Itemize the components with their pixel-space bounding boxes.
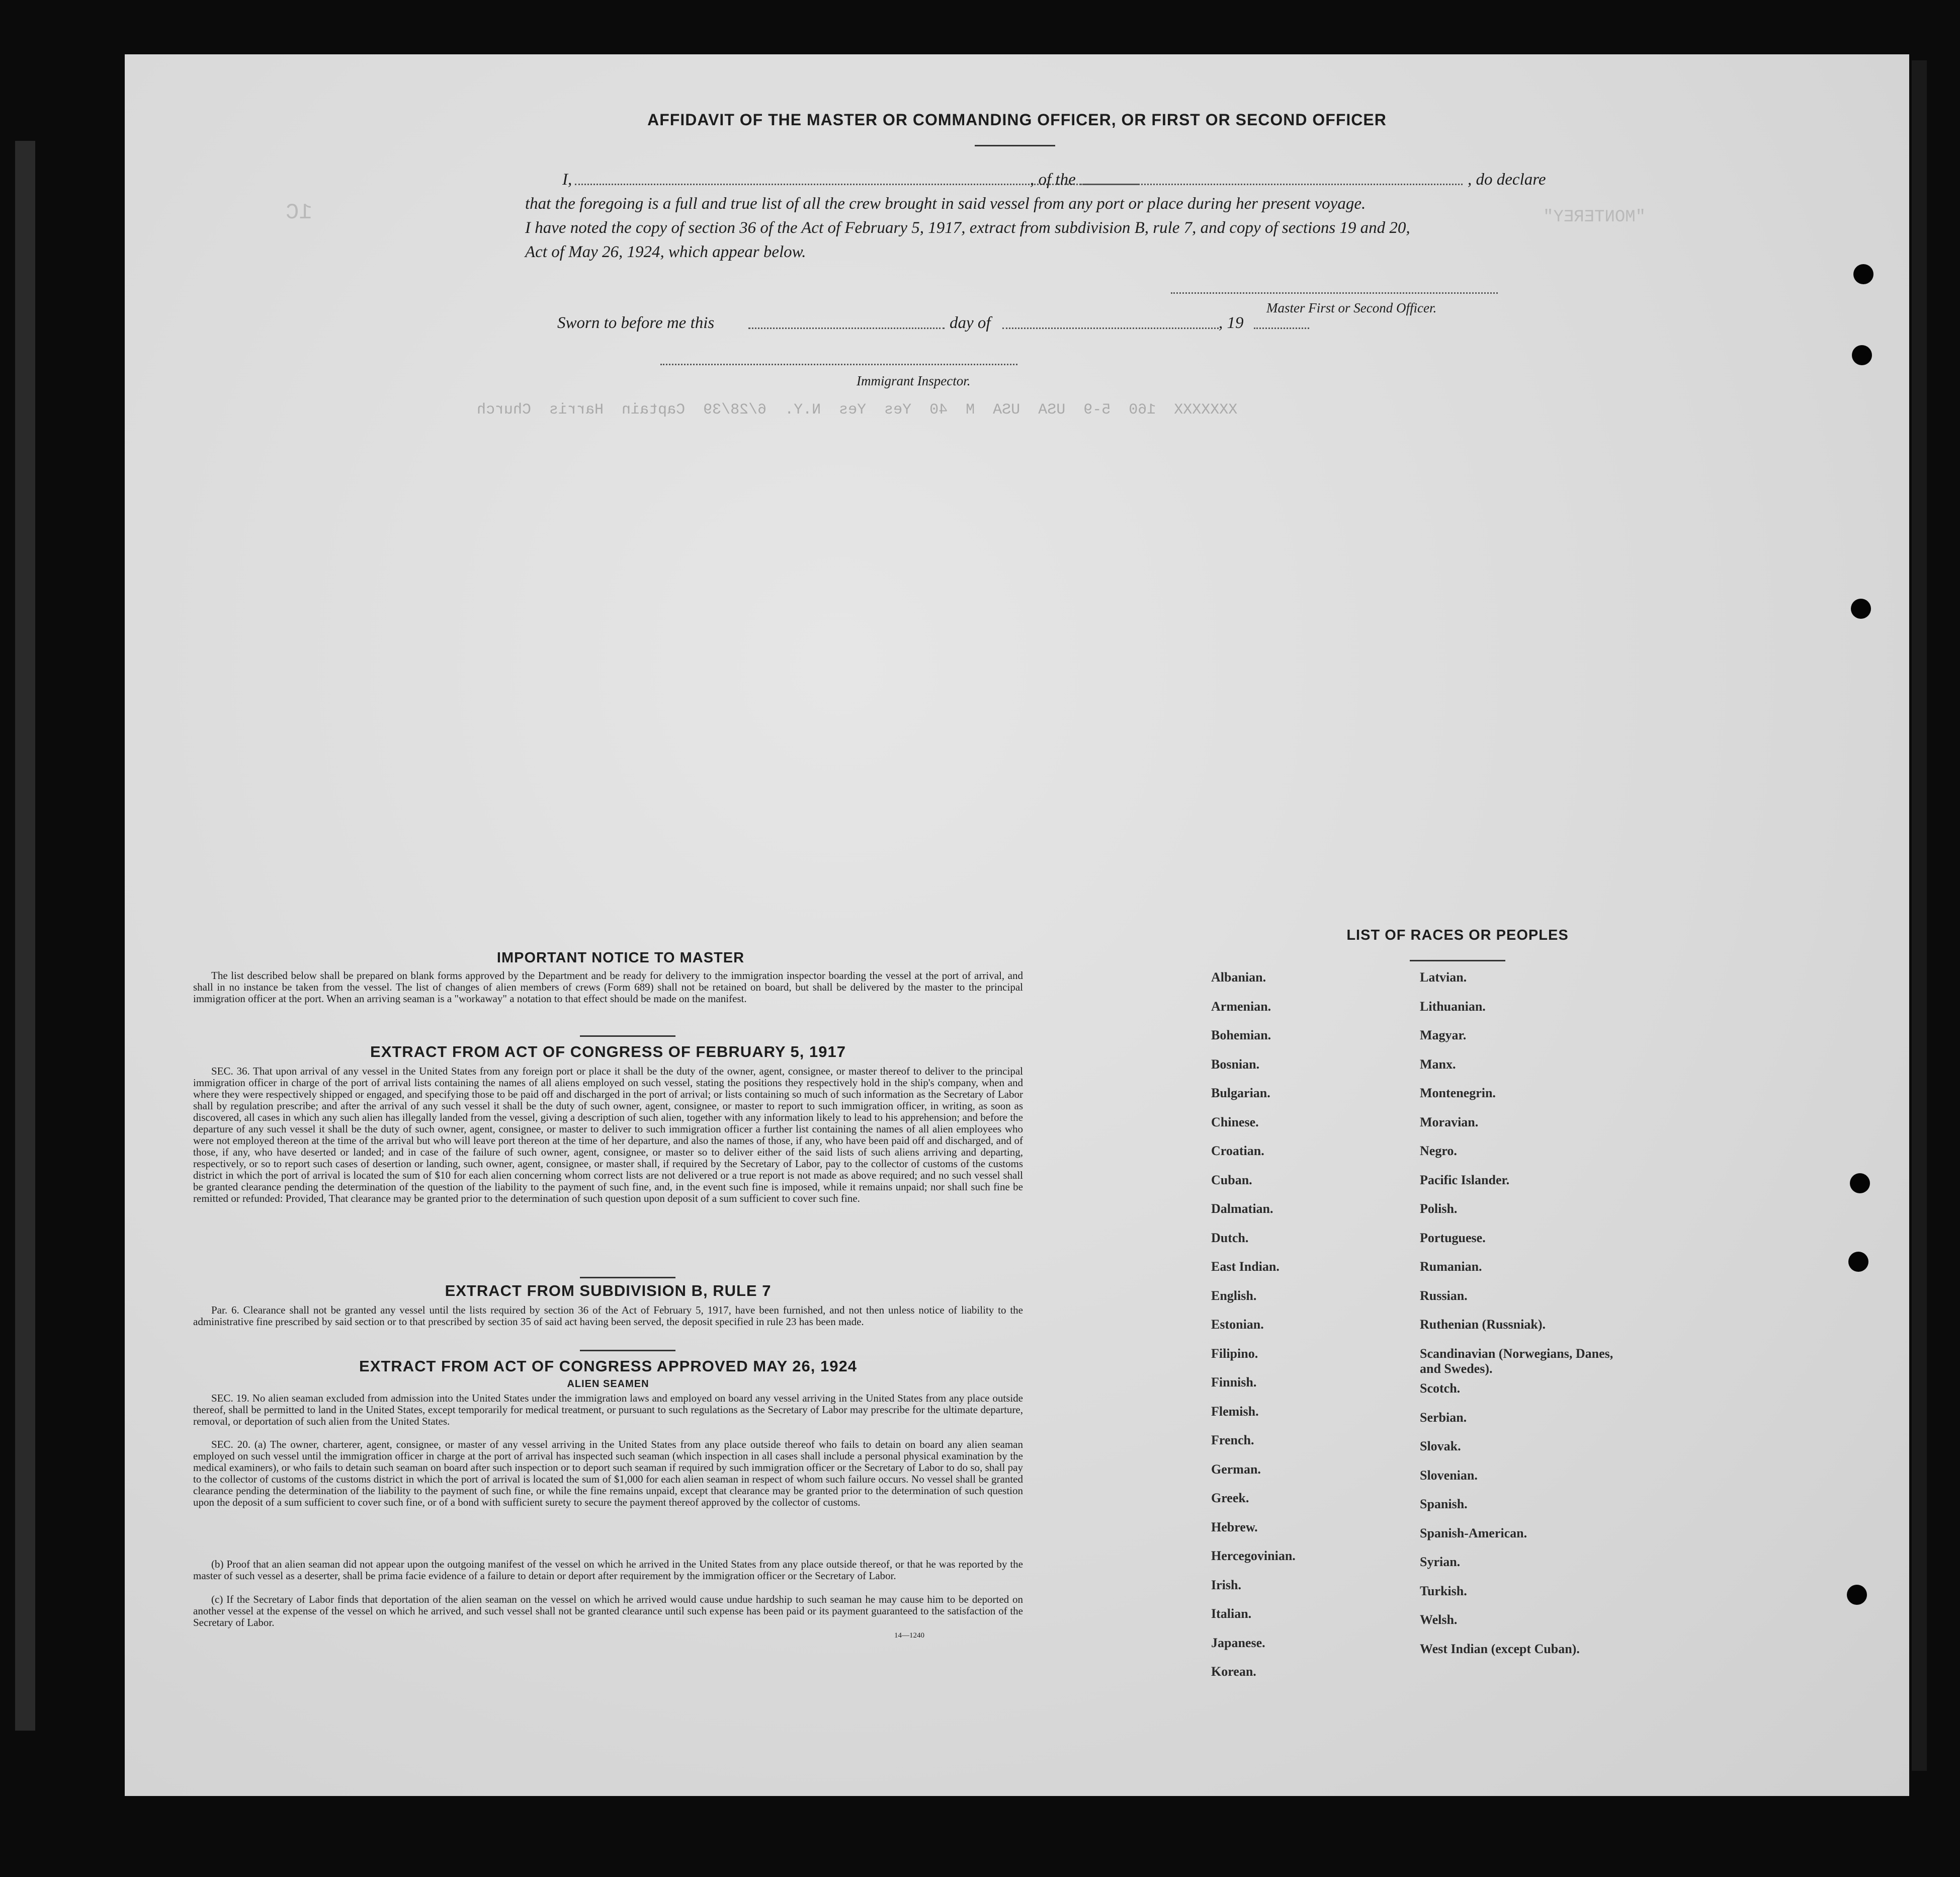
- sec-20c-body: (c) If the Secretary of Labor finds that deportation of the alien seaman on the vessel on which he arrived would cause undue hardship to such seaman he may cause him to be deported on another vessel at the expense of the vessel on which he arrived, and such vessel shall not be granted clearance until such expense has been paid or its payment guaranteed to the satisfaction of the Secretary of Labor.: [193, 1593, 1023, 1628]
- race-item: Flemish.: [1211, 1404, 1259, 1419]
- race-item: Estonian.: [1211, 1317, 1264, 1332]
- race-item: Dalmatian.: [1211, 1201, 1273, 1216]
- punch-hole: [1853, 264, 1873, 284]
- race-item: Spanish.: [1420, 1497, 1468, 1511]
- sworn-label: Sworn to before me this: [557, 314, 715, 332]
- race-item: Italian.: [1211, 1606, 1252, 1621]
- master-signature-caption: Master First or Second Officer.: [1266, 300, 1437, 315]
- subdivision-title: EXTRACT FROM SUBDIVISION B, RULE 7: [445, 1282, 772, 1299]
- race-item: Scandinavian (Norwegians, Danes, and Swedes).: [1420, 1346, 1613, 1376]
- notice-title: IMPORTANT NOTICE TO MASTER: [496, 950, 745, 966]
- sworn-day-line: [748, 328, 945, 329]
- extract-1917-rule: [580, 1277, 675, 1278]
- master-signature-line: [1171, 292, 1498, 294]
- punch-hole: [1850, 1173, 1870, 1193]
- race-item: Spanish-American.: [1420, 1525, 1527, 1540]
- year-label: , 19: [1219, 314, 1244, 332]
- punch-hole: [1848, 1252, 1868, 1272]
- punch-hole: [1851, 599, 1871, 619]
- document-page: [125, 54, 1909, 1796]
- race-item: Bohemian.: [1211, 1028, 1271, 1042]
- race-item: East Indian.: [1211, 1259, 1280, 1274]
- race-item: Lithuanian.: [1420, 999, 1486, 1014]
- race-item: Armenian.: [1211, 999, 1271, 1014]
- race-item: English.: [1211, 1288, 1257, 1303]
- race-item: Turkish.: [1420, 1583, 1467, 1598]
- race-item: Hercegovinian.: [1211, 1548, 1296, 1563]
- sec-19-body: SEC. 19. No alien seaman excluded from admission into the United States under the immigration laws and employed on board any vessel arriving in the United States from any place outside thereof, shall be permitted to land in the United States, except temporarily for medical treatment, or pursuant to such regulations as the Secretary of Labor may prescribe for the ultimate departure, removal, or deportation of such alien from the United States.: [193, 1392, 1023, 1427]
- race-item: Polish.: [1420, 1201, 1458, 1216]
- race-item: Bulgarian.: [1211, 1086, 1270, 1100]
- punch-hole: [1847, 1585, 1867, 1605]
- race-item: Serbian.: [1420, 1410, 1467, 1425]
- race-item: Slovak.: [1420, 1439, 1461, 1453]
- punch-hole: [1852, 345, 1872, 365]
- affidavit-title: AFFIDAVIT OF THE MASTER OR COMMANDING OFFICER, OR FIRST OR SECOND OFFICER: [647, 111, 1387, 129]
- title-rule: [975, 145, 1055, 146]
- race-item: Hebrew.: [1211, 1519, 1258, 1534]
- race-item: Scotch.: [1420, 1381, 1461, 1396]
- notice-body: The list described below shall be prepared on blank forms approved by the Department and be ready for delivery to the immigration inspector boarding the vessel at the port of arrival, and shall in no instance be taken from the vessel. The list of changes of alien members of crews (Form 689) shall not be retained on board, but shall be delivered by the master to the principal immigration officer at the port. When an arriving seaman is a "workaway" a notation to that effect should be made on the manifest.: [193, 969, 1023, 1005]
- affidavit-line-2: that the foregoing is a full and true list of all the crew brought in said vessel from any port or place during her present voyage.: [525, 195, 1366, 213]
- affidavit-line-3: I have noted the copy of section 36 of the Act of February 5, 1917, extract from subdivision B, rule 7, and copy of sections 19 and 20,: [525, 219, 1410, 237]
- race-item: Greek.: [1211, 1491, 1249, 1505]
- affidavit-declare: , do declare: [1468, 171, 1546, 189]
- form-number: 14—1240: [894, 1631, 924, 1640]
- alien-seamen-subtitle: ALIEN SEAMEN: [567, 1378, 649, 1390]
- month-line: [1002, 328, 1219, 329]
- affidavit-line-4: Act of May 26, 1924, which appear below.: [525, 243, 806, 261]
- scan-border-right: [1912, 60, 1927, 1771]
- race-item: Finnish.: [1211, 1375, 1257, 1390]
- bleed-vessel-name: "MONTEREY": [1543, 208, 1646, 227]
- race-item: Syrian.: [1420, 1555, 1461, 1569]
- race-item: Filipino.: [1211, 1346, 1258, 1361]
- subdivision-body: Par. 6. Clearance shall not be granted any vessel until the lists required by section 36 of the Act of February 5, 1917, have been furnished, and not then unless notice of liability to the administrative fine prescribed by said section or to that prescribed by section 35 of said act having been served, the deposit specified in rule 23 has been made.: [193, 1304, 1023, 1328]
- day-of-label: day of: [950, 314, 991, 332]
- extract-1917-body: SEC. 36. That upon arrival of any vessel in the United States from any foreign port or place it shall be the duty of the owner, agent, consignee, or master thereof to deliver to the principal immigration officer in charge of the port of arrival lists containing the names of all aliens employed on such vessel, stating the positions they respectively hold in the ship's company, when and where they were respectively shipped or engaged, and specifying those to be paid off and discharged in the port of arrival; or lists containing so much of such information as the Secretary of Labor shall by regulation prescribe; and after the arrival of any such vessel it shall be the duty of such owner, agent, consignee, or master to report to such immigration officer, in writing, as soon as discovered, all cases in which any such alien has illegally landed from the vessel, giving a description of such alien, together with any information likely to lead to his apprehension; and before the departure of any such vessel it shall be the duty of such owner, agent, consignee, or master to deliver to such immigration officer a further list containing the names of all alien employees who were not employed thereon at the time of the arrival but who will leave port thereon at the time of her departure, and also the names of those, if any, who have been paid off and discharged, and of those, if any, who have deserted or landed; and in case of the failure of such owner, agent, consignee, or master so to deliver either of the said lists of such aliens arriving and departing, respectively, or so to report such cases of desertion or landing, such owner, agent, consignee, or master shall, if required by the Secretary of Labor, pay to the collector of customs of the customs district in which the port of arrival is located the sum of $10 for each alien concerning whom correct lists are not delivered or a true report is not made as above required; and no such vessel shall be granted clearance pending the determination of the question of the liability to the payment of such fine, and, in the event such fine is imposed, while it remains unpaid; nor shall such fine be remitted or refunded: Provided, That clearance may be granted prior to the determination of such question upon deposit of a sum sufficient to cover such fine.: [193, 1065, 1023, 1204]
- race-item: Slovenian.: [1420, 1467, 1478, 1483]
- extract-1924-title: EXTRACT FROM ACT OF CONGRESS APPROVED MAY 26, 1924: [359, 1357, 857, 1375]
- sec-20a-body: SEC. 20. (a) The owner, charterer, agent, consignee, or master of any vessel arriving in the United States from any place outside thereof who fails to detain on board any alien seaman employed on such vessel until the immigration officer in charge at the port of arrival has inspected such seaman (which inspection in all cases shall include a personal physical examination by the medical examiners), or who fails to detain such seaman on board after such inspection or to deport such seaman if required by such immigration officer or the Secretary of Labor to do so, shall pay to the collector of customs of the customs district in which the port of arrival is located the sum of $1,000 for each alien seaman in respect of whom such failure occurs. No vessel shall be granted clearance pending the determination of the liability to the payment of such fine, or while the fine remains unpaid, except that clearance may be granted prior to the determination of such question upon the deposit of a sum sufficient to cover such fine, or of a bond with sufficient surety to secure the payment thereof approved by the collector of customs.: [193, 1438, 1023, 1508]
- affidavit-i: I,: [562, 171, 572, 189]
- race-item: Russian.: [1420, 1288, 1468, 1303]
- race-item: Manx.: [1420, 1056, 1456, 1072]
- races-title: LIST OF RACES OR PEOPLES: [1346, 927, 1569, 943]
- bleed-row: XXXXXXX 160 5-9 USA USA M 40 Yes Yes N.Y. 6/28/39 Captain Harris Church: [477, 401, 1238, 419]
- inspector-caption: Immigrant Inspector.: [857, 373, 971, 388]
- race-item: Chinese.: [1211, 1114, 1259, 1129]
- bleed-corner-mark: 1C: [286, 200, 312, 225]
- year-line: [1254, 328, 1309, 329]
- race-item: Albanian.: [1211, 970, 1266, 985]
- race-item: West Indian (except Cuban).: [1420, 1641, 1580, 1656]
- scan-border-left: [15, 141, 35, 1731]
- vessel-line: [1080, 184, 1463, 185]
- race-item: Montenegrin.: [1420, 1086, 1496, 1100]
- notice-rule: [580, 1035, 675, 1037]
- race-item: Latvian.: [1420, 970, 1467, 985]
- race-item: German.: [1211, 1461, 1261, 1477]
- race-item: Cuban.: [1211, 1172, 1252, 1187]
- race-item: Japanese.: [1211, 1635, 1265, 1650]
- race-item: Welsh.: [1420, 1612, 1458, 1627]
- inspector-signature-line: [660, 364, 1017, 365]
- race-item: Negro.: [1420, 1144, 1457, 1158]
- race-item: Ruthenian (Russniak).: [1420, 1317, 1546, 1332]
- affidavit-of-the: , of the: [1030, 171, 1076, 189]
- extract-1917-title: EXTRACT FROM ACT OF CONGRESS OF FEBRUARY 5, 1917: [370, 1043, 846, 1060]
- subdivision-rule: [580, 1350, 675, 1351]
- race-item: Croatian.: [1211, 1144, 1264, 1158]
- race-item: Dutch.: [1211, 1230, 1249, 1245]
- sec-20b-body: (b) Proof that an alien seaman did not appear upon the outgoing manifest of the vessel on which he arrived in the United States from any place outside thereof, or that he was reported by the master of such vessel as a deserter, shall be prima facie evidence of a failure to detain or deport after requirement by the immigration officer or the Secretary of Labor.: [193, 1558, 1023, 1582]
- race-item: Bosnian.: [1211, 1056, 1260, 1072]
- race-item: Portuguese.: [1420, 1230, 1486, 1245]
- race-item: French.: [1211, 1433, 1254, 1447]
- race-item: Moravian.: [1420, 1114, 1479, 1129]
- race-item: Irish.: [1211, 1577, 1241, 1592]
- race-item: Rumanian.: [1420, 1259, 1482, 1274]
- races-rule: [1410, 960, 1505, 961]
- race-item: Magyar.: [1420, 1028, 1467, 1042]
- race-item: Pacific Islander.: [1420, 1172, 1510, 1187]
- race-item: Korean.: [1211, 1664, 1256, 1679]
